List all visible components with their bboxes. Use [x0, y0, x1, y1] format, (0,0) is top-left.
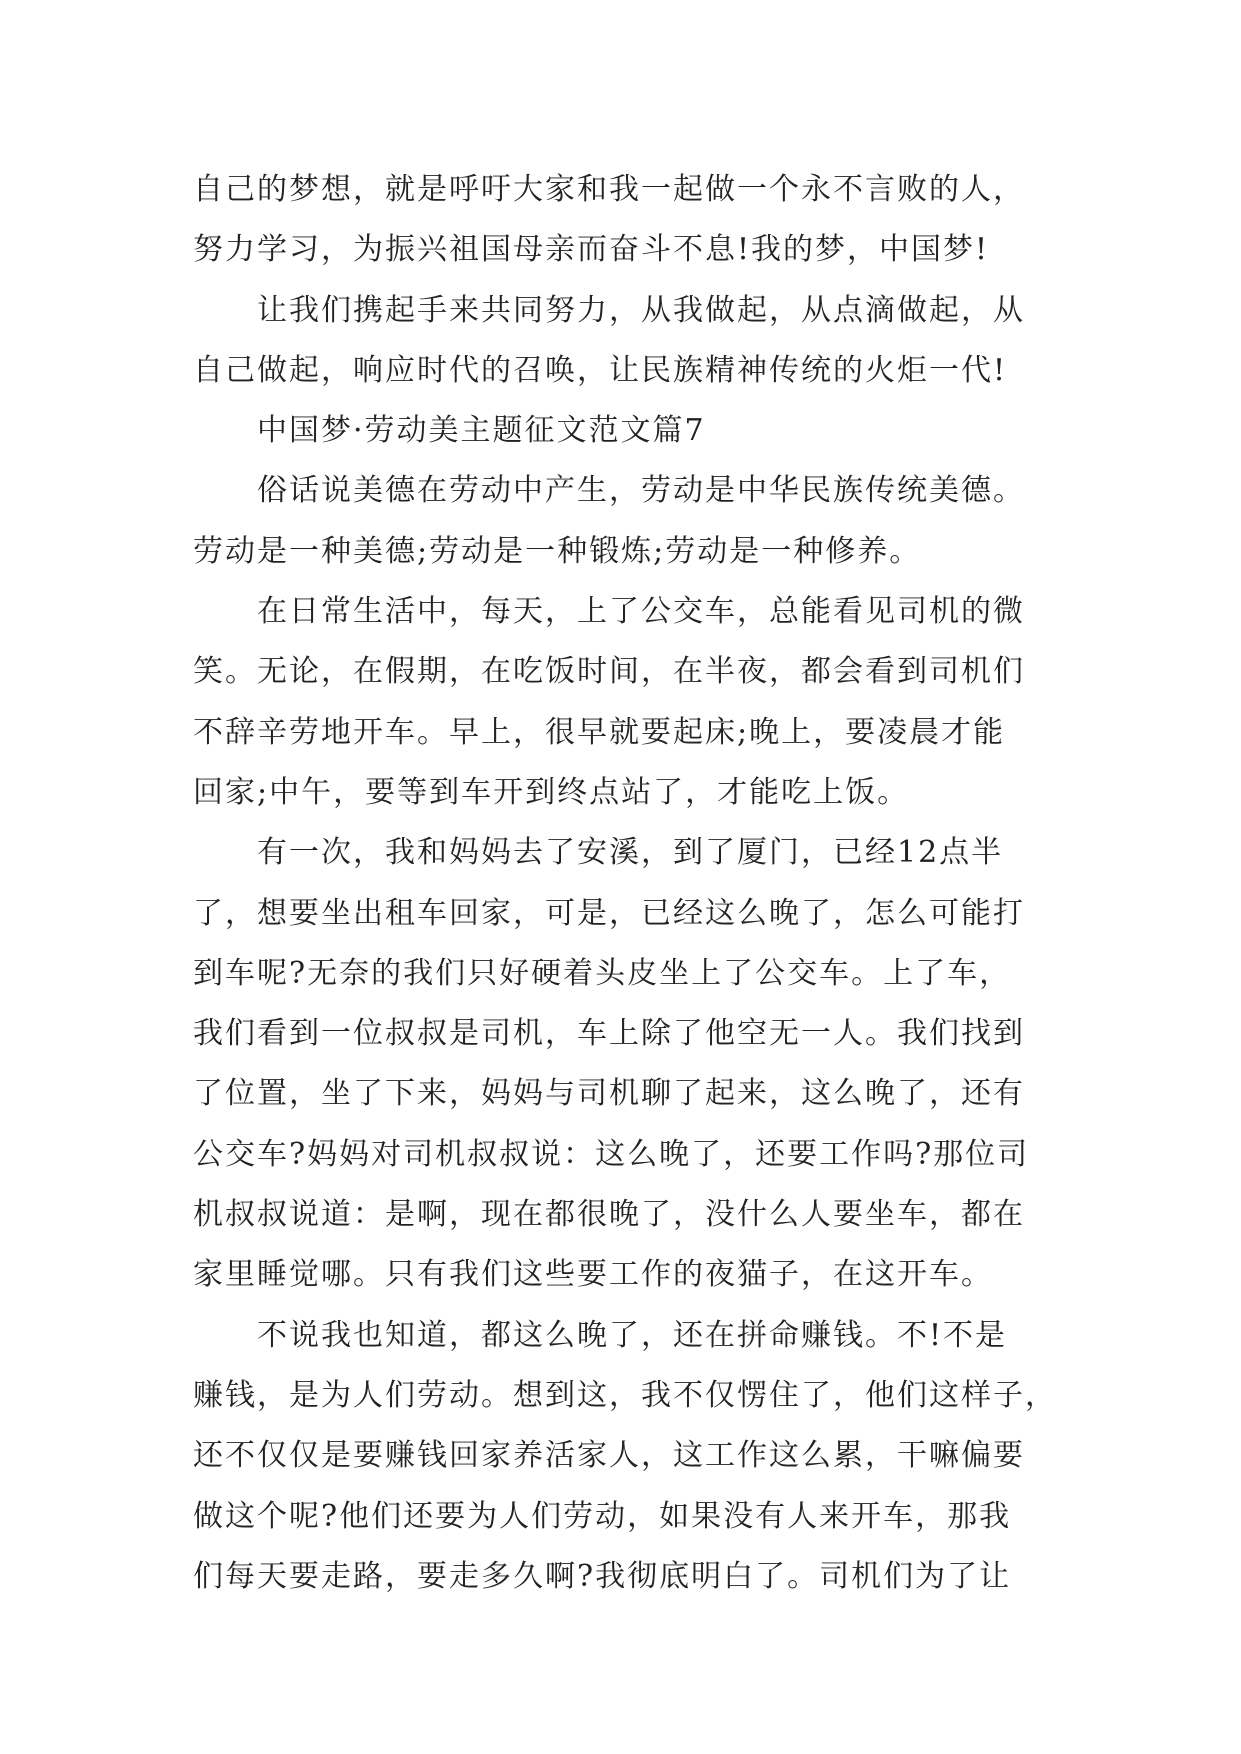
section-heading: 中国梦·劳动美主题征文范文篇7	[257, 413, 706, 449]
document-page	[193, 160, 1055, 1607]
text-line: 笑。无论，在假期，在吃饭时间，在半夜，都会看到司机们	[193, 654, 1025, 690]
text-line: 机叔叔说道：是啊，现在都很晚了，没什么人要坐车，都在	[193, 1197, 1025, 1233]
text-line: 劳动是一种美德;劳动是一种锻炼;劳动是一种修养。	[193, 533, 922, 569]
text-line: 们每天要走路，要走多久啊?我彻底明白了。司机们为了让	[193, 1558, 1012, 1594]
text-line: 还不仅仅是要赚钱回家养活家人，这工作这么累，干嘛偏要	[193, 1438, 1025, 1474]
text-line: 到车呢?无奈的我们只好硬着头皮坐上了公交车。上了车，	[193, 955, 1012, 991]
text-line: 回家;中午，要等到车开到终点站了，才能吃上饭。	[193, 774, 910, 810]
text-line: 公交车?妈妈对司机叔叔说：这么晚了，还要工作吗?那位司	[193, 1136, 1030, 1172]
text-line: 努力学习，为振兴祖国母亲而奋斗不息!我的梦，中国梦!	[193, 232, 990, 268]
paragraph-start-line: 让我们携起手来共同努力，从我做起，从点滴做起，从	[257, 292, 1025, 328]
paragraph-start-line: 不说我也知道，都这么晚了，还在拼命赚钱。不!不是	[257, 1317, 1008, 1353]
paragraph-start-line: 俗话说美德在劳动中产生，劳动是中华民族传统美德。	[257, 473, 1025, 509]
text-line: 自己的梦想，就是呼吁大家和我一起做一个永不言败的人，	[193, 172, 1025, 207]
text-line: 了，想要坐出租车回家，可是，已经这么晚了，怎么可能打	[193, 895, 1025, 931]
text-line: 不辞辛劳地开车。早上，很早就要起床;晚上，要凌晨才能	[193, 714, 1006, 750]
text-line: 赚钱，是为人们劳动。想到这，我不仅愣住了，他们这样子，	[193, 1377, 1057, 1413]
text-line: 了位置，坐了下来，妈妈与司机聊了起来，这么晚了，还有	[193, 1076, 1025, 1112]
text-line: 做这个呢?他们还要为人们劳动，如果没有人来开车，那我	[193, 1498, 1012, 1534]
paragraph-start-line: 在日常生活中，每天，上了公交车，总能看见司机的微	[257, 594, 1025, 630]
text-line: 家里睡觉哪。只有我们这些要工作的夜猫子，在这开车。	[193, 1257, 993, 1293]
paragraph-start-line: 有一次，我和妈妈去了安溪，到了厦门，已经12点半	[257, 835, 1004, 871]
text-line: 我们看到一位叔叔是司机，车上除了他空无一人。我们找到	[193, 1016, 1025, 1052]
text-line: 自己做起，响应时代的召唤，让民族精神传统的火炬一代!	[193, 352, 1008, 388]
